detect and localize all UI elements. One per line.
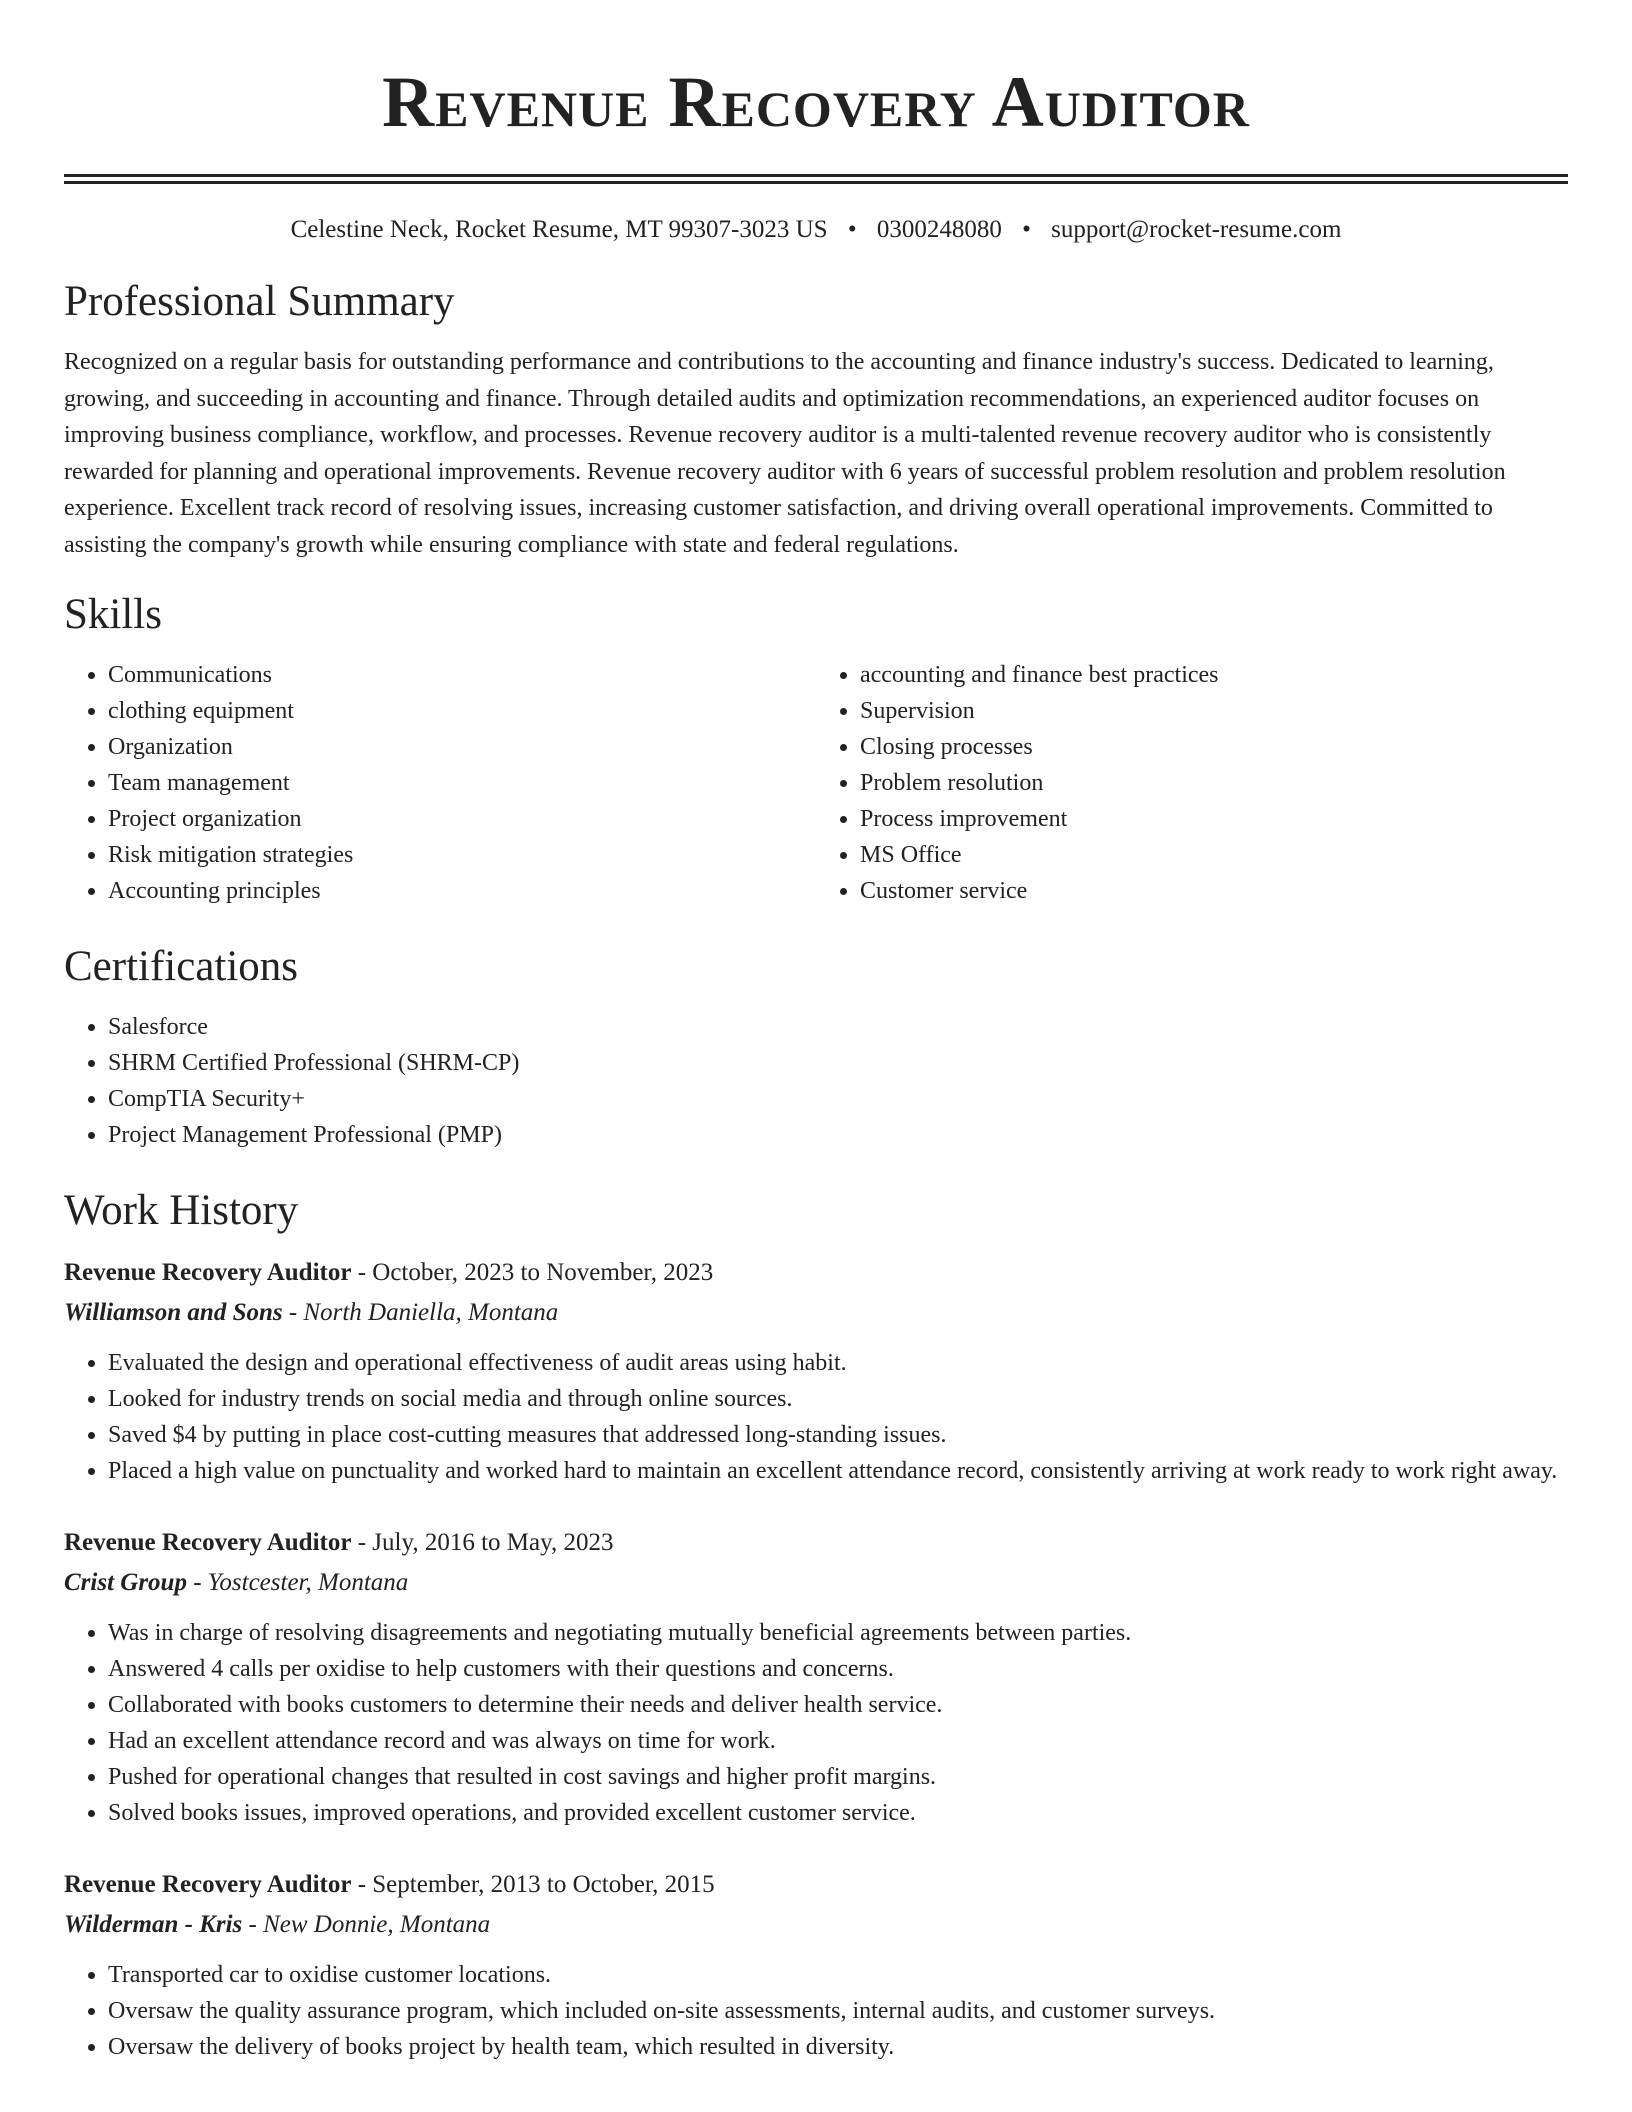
summary-heading: Professional Summary: [64, 278, 455, 325]
job-company-line: [64, 1563, 1568, 1603]
skill-item: • Process improvement: [860, 801, 1568, 837]
job-bullet: • Oversaw the delivery of books project by health team, which resulted in diversity.: [108, 2029, 1568, 2065]
summary-text: Recognized on a regular basis for outstanding performance and contributions to the accounting and finance industry's success. Dedicated to learning, growing, and succeeding in accounting and finance. Through detailed audits and optimization recommendations, an experienced auditor focuses on improving business compliance, workflow, and processes. Revenue recovery auditor is a multi-talented revenue recovery auditor who is consistently rewarded for planning and operational improvements. Revenue recovery auditor with 6 years of successful problem resolution and problem resolution experience. Excellent track record of resolving issues, increasing customer satisfaction, and driving overall operational improvements. Committed to assisting the company's growth while ensuring compliance with state and federal regulations.: [64, 349, 1506, 558]
skill-item: • Project organization: [108, 801, 816, 837]
skill-item: • Accounting principles: [108, 873, 816, 909]
certification-item: • SHRM Certified Professional (SHRM-CP): [108, 1045, 1568, 1081]
resume-title: Revenue Recovery Auditor: [382, 62, 1250, 142]
job-entry: [64, 1523, 1568, 1831]
skill-item: • Supervision: [860, 693, 1568, 729]
certification-item: • Project Management Professional (PMP): [108, 1117, 1568, 1153]
job-company: Wilderman - Kris: [64, 1911, 243, 1938]
job-company: Williamson and Sons: [64, 1299, 283, 1326]
job-bullet: • Collaborated with books customers to determine their needs and deliver health service.: [108, 1687, 1568, 1723]
skill-item: • Customer service: [860, 873, 1568, 909]
job-location: - Yostcester, Montana: [186, 1569, 409, 1596]
certifications-heading: Certifications: [64, 943, 299, 990]
skill-item: • Communications: [108, 657, 816, 693]
job-company: Crist Group: [64, 1569, 187, 1596]
skill-item: • MS Office: [860, 837, 1568, 873]
job-bullet: • Evaluated the design and operational effectiveness of audit areas using habit.: [108, 1345, 1568, 1381]
job-bullets: [64, 1615, 1568, 1831]
job-location: - North Daniella, Montana: [282, 1299, 559, 1326]
job-company-line: [64, 1905, 1568, 1945]
job-bullet: • Transported car to oxidise customer locations.: [108, 1957, 1568, 1993]
skill-item: • Risk mitigation strategies: [108, 837, 816, 873]
contact-email: support@rocket-resume.com: [1051, 216, 1342, 243]
work-history-heading: Work History: [64, 1187, 299, 1234]
skill-item: • Team management: [108, 765, 816, 801]
job-bullet: • Was in charge of resolving disagreements and negotiating mutually beneficial agreements between parties.: [108, 1615, 1568, 1651]
contact-address: Celestine Neck, Rocket Resume, MT 99307-3023 US: [290, 216, 828, 243]
certifications-list: [64, 1009, 1568, 1153]
job-bullet: • Oversaw the quality assurance program, which included on-site assessments, internal audits, and customer surveys.: [108, 1993, 1568, 2029]
skill-item: • accounting and finance best practices: [860, 657, 1568, 693]
skills-heading: Skills: [64, 591, 162, 638]
job-title: Revenue Recovery Auditor: [64, 1529, 352, 1556]
job-company-line: [64, 1293, 1568, 1333]
job-bullet: • Had an excellent attendance record and was always on time for work.: [108, 1723, 1568, 1759]
job-bullets: [64, 1957, 1568, 2065]
skill-item: • Organization: [108, 729, 816, 765]
job-entry: [64, 1253, 1568, 1489]
job-entry: [64, 1865, 1568, 2065]
job-bullet: • Solved books issues, improved operations, and provided excellent customer service.: [108, 1795, 1568, 1831]
job-title-line: [64, 1253, 1568, 1293]
skills-list-left: [64, 657, 816, 909]
job-bullet: • Placed a high value on punctuality and worked hard to maintain an excellent attendance record, consistently arriving at work ready to work right away.: [108, 1453, 1568, 1489]
skill-item: • Closing processes: [860, 729, 1568, 765]
job-bullet: • Pushed for operational changes that resulted in cost savings and higher profit margins.: [108, 1759, 1568, 1795]
skills-list-right: [816, 657, 1568, 909]
job-bullet: • Answered 4 calls per oxidise to help customers with their questions and concerns.: [108, 1651, 1568, 1687]
certification-item: • Salesforce: [108, 1009, 1568, 1045]
job-dates: - October, 2023 to November, 2023: [351, 1259, 714, 1286]
skill-item: • clothing equipment: [108, 693, 816, 729]
job-bullet: • Looked for industry trends on social media and through online sources.: [108, 1381, 1568, 1417]
job-dates: - July, 2016 to May, 2023: [351, 1529, 614, 1556]
contact-line: [64, 212, 1568, 248]
title-double-rule: [64, 174, 1568, 184]
job-dates: - September, 2013 to October, 2015: [351, 1871, 715, 1898]
skill-item: • Problem resolution: [860, 765, 1568, 801]
job-location: - New Donnie, Montana: [242, 1911, 491, 1938]
contact-separator: •: [847, 216, 857, 243]
job-title-line: [64, 1865, 1568, 1905]
contact-phone: 0300248080: [876, 216, 1002, 243]
certification-item: • CompTIA Security+: [108, 1081, 1568, 1117]
job-title: Revenue Recovery Auditor: [64, 1259, 352, 1286]
job-title-line: [64, 1523, 1568, 1563]
job-title: Revenue Recovery Auditor: [64, 1871, 352, 1898]
job-bullet: • Saved $4 by putting in place cost-cutting measures that addressed long-standing issues.: [108, 1417, 1568, 1453]
job-bullets: [64, 1345, 1568, 1489]
contact-separator: •: [1022, 216, 1031, 243]
skills-columns: [64, 657, 1568, 909]
